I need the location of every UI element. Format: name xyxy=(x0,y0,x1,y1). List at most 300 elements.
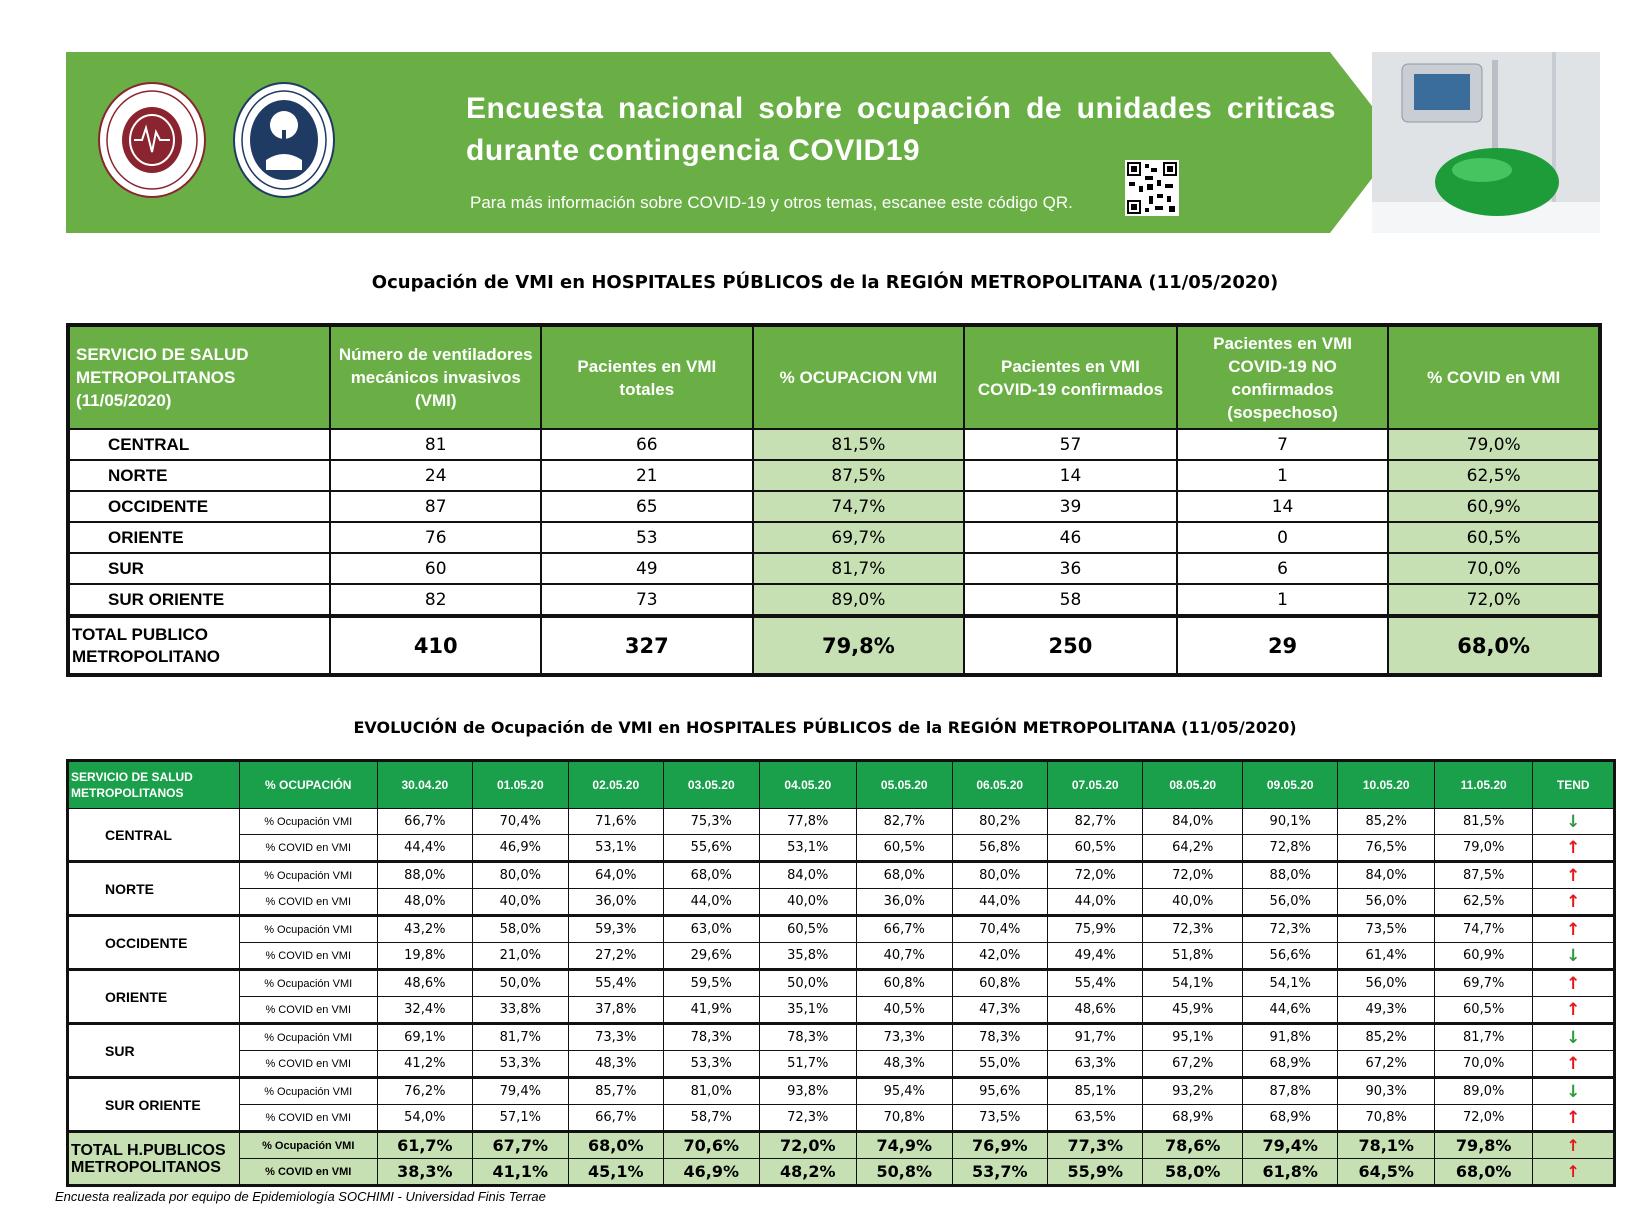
table-cell: 87,5% xyxy=(753,460,965,491)
table-cell: 88,0% xyxy=(1242,862,1337,889)
arrow-up-icon: ↑ xyxy=(1533,1159,1615,1186)
table-cell: 60,9% xyxy=(1388,491,1600,522)
table-cell: 80,0% xyxy=(952,862,1047,889)
table-cell: 60,5% xyxy=(1388,522,1600,553)
table-cell: 66 xyxy=(541,429,753,460)
table-cell: 60,8% xyxy=(952,970,1047,997)
service-name: SUR ORIENTE xyxy=(68,1078,240,1132)
table-cell: 77,8% xyxy=(759,809,857,835)
table-cell: 53,1% xyxy=(568,835,663,862)
table-cell: 44,6% xyxy=(1242,997,1337,1024)
table-cell: 68,0% xyxy=(568,1132,663,1159)
table-cell: 60,9% xyxy=(1434,943,1533,970)
table-cell: 55,9% xyxy=(1047,1159,1142,1186)
table-cell: 44,4% xyxy=(377,835,472,862)
table-cell: 46 xyxy=(964,522,1177,553)
table-cell: 41,9% xyxy=(664,997,759,1024)
table-cell: 61,8% xyxy=(1242,1159,1337,1186)
table-cell: 60,8% xyxy=(857,970,952,997)
table-cell: 61,7% xyxy=(377,1132,472,1159)
table-cell: 70,0% xyxy=(1388,553,1600,584)
table-cell: 72,0% xyxy=(1047,862,1142,889)
table-row xyxy=(68,522,1600,553)
table-row xyxy=(68,809,1615,835)
table-cell: 41,1% xyxy=(473,1159,568,1186)
table-cell: 68,0% xyxy=(664,862,759,889)
table-cell: 53 xyxy=(541,522,753,553)
table-cell: 95,4% xyxy=(857,1078,952,1105)
table-cell: 43,2% xyxy=(377,916,472,943)
table-cell: 49,3% xyxy=(1338,997,1434,1024)
table-cell: 75,9% xyxy=(1047,916,1142,943)
table-cell: 45,1% xyxy=(568,1159,663,1186)
table-cell: 72,3% xyxy=(1143,916,1243,943)
table-cell: 77,3% xyxy=(1047,1132,1142,1159)
table-cell: 64,0% xyxy=(568,862,663,889)
evolution-table xyxy=(66,759,1616,1187)
table-cell: 68,9% xyxy=(1242,1105,1337,1132)
table-cell: 75,3% xyxy=(664,809,759,835)
table-cell: 40,0% xyxy=(473,889,568,916)
table-cell: 91,8% xyxy=(1242,1024,1337,1051)
table-cell: 59,3% xyxy=(568,916,663,943)
ventilator-photo xyxy=(1372,52,1600,233)
arrow-up-icon: ↑ xyxy=(1533,835,1615,862)
table-cell: 82 xyxy=(330,584,541,616)
table-cell: 93,2% xyxy=(1143,1078,1243,1105)
header-date: 05.05.20 xyxy=(857,761,952,809)
table-row xyxy=(68,584,1600,616)
table-cell: 42,0% xyxy=(952,943,1047,970)
table-cell: 53,1% xyxy=(759,835,857,862)
service-name: CENTRAL xyxy=(68,809,240,862)
table-row xyxy=(68,1024,1615,1051)
table-cell: 70,4% xyxy=(952,916,1047,943)
table-cell: 79,4% xyxy=(473,1078,568,1105)
banner-title: Encuesta nacional sobre ocupación de unidades criticas durante contingencia COVID19 xyxy=(466,92,1336,167)
table-cell: 90,3% xyxy=(1338,1078,1434,1105)
service-name: OCCIDENTE xyxy=(68,916,240,970)
metric-label: % Ocupación VMI xyxy=(239,970,377,997)
table-cell: 78,3% xyxy=(759,1024,857,1051)
table-cell: 78,3% xyxy=(664,1024,759,1051)
total-cell: 29 xyxy=(1177,616,1389,675)
table-cell: 68,9% xyxy=(1242,1051,1337,1078)
header-date: 04.05.20 xyxy=(759,761,857,809)
table-cell: 14 xyxy=(964,460,1177,491)
table-cell: 56,0% xyxy=(1242,889,1337,916)
table-cell: 58,7% xyxy=(664,1105,759,1132)
table-cell: 81,7% xyxy=(753,553,965,584)
table-cell: 73 xyxy=(541,584,753,616)
table-cell: 89,0% xyxy=(753,584,965,616)
table-row xyxy=(68,997,1615,1024)
table-cell: 81,0% xyxy=(664,1078,759,1105)
table-cell: 58,0% xyxy=(1143,1159,1243,1186)
table-cell: 44,0% xyxy=(664,889,759,916)
table-cell: 53,7% xyxy=(952,1159,1047,1186)
table-cell: 40,7% xyxy=(857,943,952,970)
table-cell: 55,0% xyxy=(952,1051,1047,1078)
table-cell: 66,7% xyxy=(857,916,952,943)
header-tend: TEND xyxy=(1533,761,1615,809)
table-cell: 69,7% xyxy=(753,522,965,553)
table-cell: 85,1% xyxy=(1047,1078,1142,1105)
table-cell: 72,0% xyxy=(1434,1105,1533,1132)
header-date: 06.05.20 xyxy=(952,761,1047,809)
header-ventiladores: Número de ventiladores mecánicos invasivos (VMI) xyxy=(330,325,541,429)
table-cell: 73,3% xyxy=(857,1024,952,1051)
total-cell: 250 xyxy=(964,616,1177,675)
table-row xyxy=(68,1078,1615,1105)
table-cell: 62,5% xyxy=(1434,889,1533,916)
arrow-up-icon: ↑ xyxy=(1533,862,1615,889)
table-cell: 14 xyxy=(1177,491,1389,522)
table-cell: 1 xyxy=(1177,584,1389,616)
header-date: 01.05.20 xyxy=(473,761,568,809)
table-cell: 70,8% xyxy=(857,1105,952,1132)
header-date: 09.05.20 xyxy=(1242,761,1337,809)
table-row xyxy=(68,1105,1615,1132)
table-cell: 95,1% xyxy=(1143,1024,1243,1051)
header-covid-pct: % COVID en VMI xyxy=(1388,325,1600,429)
table-cell: 66,7% xyxy=(377,809,472,835)
table-row xyxy=(68,1132,1615,1159)
table-cell: 54,1% xyxy=(1242,970,1337,997)
header-date: 02.05.20 xyxy=(568,761,663,809)
table-cell: 60,5% xyxy=(759,916,857,943)
table-row xyxy=(68,1159,1615,1186)
table-cell: 1 xyxy=(1177,460,1389,491)
table-row xyxy=(68,491,1600,522)
table-cell: 50,0% xyxy=(759,970,857,997)
arrow-down-icon: ↓ xyxy=(1533,1024,1615,1051)
metric-label: % COVID en VMI xyxy=(239,1051,377,1078)
header-covid-no-confirmados: Pacientes en VMI COVID-19 NO confirmados (sospechoso) xyxy=(1177,325,1389,429)
table-cell: 53,3% xyxy=(473,1051,568,1078)
total-cell: 68,0% xyxy=(1388,616,1600,675)
header-date: 11.05.20 xyxy=(1434,761,1533,809)
header-date: 03.05.20 xyxy=(664,761,759,809)
table-cell: 90,1% xyxy=(1242,809,1337,835)
service-name: SUR ORIENTE xyxy=(68,584,330,616)
table-cell: 64,2% xyxy=(1143,835,1243,862)
table-cell: 40,0% xyxy=(759,889,857,916)
table-cell: 47,3% xyxy=(952,997,1047,1024)
table-cell: 65 xyxy=(541,491,753,522)
table-cell: 67,2% xyxy=(1143,1051,1243,1078)
table-cell: 78,1% xyxy=(1338,1132,1434,1159)
table1-title: Ocupación de VMI en HOSPITALES PÚBLICOS de la REGIÓN METROPOLITANA (11/05/2020) xyxy=(371,272,1279,293)
table-cell: 54,0% xyxy=(377,1105,472,1132)
table-cell: 48,0% xyxy=(377,889,472,916)
table-row xyxy=(68,889,1615,916)
table-cell: 44,0% xyxy=(952,889,1047,916)
table-cell: 38,3% xyxy=(377,1159,472,1186)
arrow-down-icon: ↓ xyxy=(1533,809,1615,835)
service-name: SUR xyxy=(68,1024,240,1078)
table-row xyxy=(68,1051,1615,1078)
table-cell: 40,0% xyxy=(1143,889,1243,916)
table-cell: 53,3% xyxy=(664,1051,759,1078)
table-cell: 74,7% xyxy=(753,491,965,522)
table-cell: 56,0% xyxy=(1338,889,1434,916)
table-cell: 35,8% xyxy=(759,943,857,970)
occupancy-table xyxy=(66,323,1602,677)
total-label: TOTAL PUBLICO METROPOLITANO xyxy=(68,616,330,675)
service-name: OCCIDENTE xyxy=(68,491,330,522)
metric-label: % Ocupación VMI xyxy=(239,1132,377,1159)
table-cell: 51,7% xyxy=(759,1051,857,1078)
service-name: NORTE xyxy=(68,460,330,491)
arrow-down-icon: ↓ xyxy=(1533,1078,1615,1105)
table-cell: 49,4% xyxy=(1047,943,1142,970)
table-cell: 61,4% xyxy=(1338,943,1434,970)
table-row xyxy=(68,970,1615,997)
table-cell: 50,0% xyxy=(473,970,568,997)
service-name: SUR xyxy=(68,553,330,584)
table-cell: 72,0% xyxy=(1388,584,1600,616)
banner-subtitle: Para más información sobre COVID-19 y otros temas, escanee este código QR. xyxy=(470,193,1073,212)
table-row xyxy=(68,553,1600,584)
table-cell: 89,0% xyxy=(1434,1078,1533,1105)
table-cell: 56,0% xyxy=(1338,970,1434,997)
table-cell: 62,5% xyxy=(1388,460,1600,491)
table-cell: 67,7% xyxy=(473,1132,568,1159)
metric-label: % COVID en VMI xyxy=(239,889,377,916)
table-cell: 60 xyxy=(330,553,541,584)
metric-label: % COVID en VMI xyxy=(239,835,377,862)
table-cell: 64,5% xyxy=(1338,1159,1434,1186)
table-cell: 40,5% xyxy=(857,997,952,1024)
table-cell: 81 xyxy=(330,429,541,460)
table-cell: 50,8% xyxy=(857,1159,952,1186)
table-cell: 70,4% xyxy=(473,809,568,835)
table-cell: 36,0% xyxy=(857,889,952,916)
table-cell: 74,7% xyxy=(1434,916,1533,943)
total-cell: 410 xyxy=(330,616,541,675)
table-cell: 87,5% xyxy=(1434,862,1533,889)
table-cell: 58,0% xyxy=(473,916,568,943)
table-cell: 55,4% xyxy=(1047,970,1142,997)
table-cell: 95,6% xyxy=(952,1078,1047,1105)
header-ocupacion: % OCUPACION VMI xyxy=(753,325,965,429)
table-cell: 0 xyxy=(1177,522,1389,553)
table-cell: 76 xyxy=(330,522,541,553)
table-cell: 46,9% xyxy=(664,1159,759,1186)
finis-terrae-logo xyxy=(232,80,336,200)
metric-label: % COVID en VMI xyxy=(239,1105,377,1132)
arrow-up-icon: ↑ xyxy=(1533,1051,1615,1078)
table-cell: 73,3% xyxy=(568,1024,663,1051)
metric-label: % COVID en VMI xyxy=(239,943,377,970)
table-cell: 70,0% xyxy=(1434,1051,1533,1078)
table-cell: 82,7% xyxy=(857,809,952,835)
table-cell: 85,7% xyxy=(568,1078,663,1105)
arrow-up-icon: ↑ xyxy=(1533,997,1615,1024)
table-cell: 63,0% xyxy=(664,916,759,943)
metric-label: % Ocupación VMI xyxy=(239,1024,377,1051)
table-cell: 85,2% xyxy=(1338,1024,1434,1051)
service-name: NORTE xyxy=(68,862,240,916)
table-cell: 69,7% xyxy=(1434,970,1533,997)
table-cell: 60,5% xyxy=(1047,835,1142,862)
table-cell: 72,0% xyxy=(759,1132,857,1159)
table-cell: 84,0% xyxy=(759,862,857,889)
table-row xyxy=(68,916,1615,943)
table-cell: 55,6% xyxy=(664,835,759,862)
table-cell: 87,8% xyxy=(1242,1078,1337,1105)
service-name: ORIENTE xyxy=(68,522,330,553)
service-name: ORIENTE xyxy=(68,970,240,1024)
table-cell: 48,2% xyxy=(759,1159,857,1186)
metric-label: % Ocupación VMI xyxy=(239,809,377,835)
metric-label: % Ocupación VMI xyxy=(239,862,377,889)
table-cell: 60,5% xyxy=(857,835,952,862)
table1-header-row xyxy=(68,325,1600,429)
table-cell: 51,8% xyxy=(1143,943,1243,970)
table-cell: 36 xyxy=(964,553,1177,584)
header-date: 07.05.20 xyxy=(1047,761,1142,809)
table-cell: 84,0% xyxy=(1338,862,1434,889)
table-cell: 57,1% xyxy=(473,1105,568,1132)
table-cell: 76,2% xyxy=(377,1078,472,1105)
table-cell: 72,3% xyxy=(759,1105,857,1132)
table-cell: 60,5% xyxy=(1434,997,1533,1024)
header-date: 10.05.20 xyxy=(1338,761,1434,809)
table-cell: 93,8% xyxy=(759,1078,857,1105)
table-cell: 57 xyxy=(964,429,1177,460)
table-cell: 69,1% xyxy=(377,1024,472,1051)
table-cell: 35,1% xyxy=(759,997,857,1024)
header-date: 08.05.20 xyxy=(1143,761,1243,809)
metric-label: % COVID en VMI xyxy=(239,1159,377,1186)
table-cell: 72,3% xyxy=(1242,916,1337,943)
total-cell: 327 xyxy=(541,616,753,675)
table-cell: 7 xyxy=(1177,429,1389,460)
table-cell: 91,7% xyxy=(1047,1024,1142,1051)
table-cell: 72,8% xyxy=(1242,835,1337,862)
table-row xyxy=(68,429,1600,460)
qr-code-icon[interactable] xyxy=(1125,160,1179,216)
table-cell: 45,9% xyxy=(1143,997,1243,1024)
table-cell: 76,9% xyxy=(952,1132,1047,1159)
arrow-up-icon: ↑ xyxy=(1533,970,1615,997)
table-cell: 73,5% xyxy=(952,1105,1047,1132)
table-cell: 32,4% xyxy=(377,997,472,1024)
table-cell: 48,6% xyxy=(1047,997,1142,1024)
metric-label: % COVID en VMI xyxy=(239,997,377,1024)
table-cell: 84,0% xyxy=(1143,809,1243,835)
table-cell: 6 xyxy=(1177,553,1389,584)
table-cell: 46,9% xyxy=(473,835,568,862)
header-pacientes-totales: Pacientes en VMI totales xyxy=(541,325,753,429)
table-cell: 39 xyxy=(964,491,1177,522)
table-cell: 67,2% xyxy=(1338,1051,1434,1078)
table-cell: 70,6% xyxy=(664,1132,759,1159)
table-cell: 36,0% xyxy=(568,889,663,916)
header-date: % OCUPACIÓN xyxy=(239,761,377,809)
table-cell: 78,3% xyxy=(952,1024,1047,1051)
table-cell: 81,5% xyxy=(753,429,965,460)
table-cell: 33,8% xyxy=(473,997,568,1024)
header-servicio: SERVICIO DE SALUD METROPOLITANOS xyxy=(68,761,240,809)
table-cell: 68,0% xyxy=(857,862,952,889)
table-cell: 85,2% xyxy=(1338,809,1434,835)
table-cell: 79,0% xyxy=(1388,429,1600,460)
table-row xyxy=(68,460,1600,491)
arrow-up-icon: ↑ xyxy=(1533,889,1615,916)
table-cell: 72,0% xyxy=(1143,862,1243,889)
table-cell: 56,8% xyxy=(952,835,1047,862)
table-cell: 27,2% xyxy=(568,943,663,970)
table-cell: 79,8% xyxy=(1434,1132,1533,1159)
table-cell: 78,6% xyxy=(1143,1132,1243,1159)
header-servicio: SERVICIO DE SALUD METROPOLITANOS (11/05/2020) xyxy=(68,325,330,429)
header-covid-confirmados: Pacientes en VMI COVID-19 confirmados xyxy=(964,325,1177,429)
table-cell: 19,8% xyxy=(377,943,472,970)
table-cell: 81,7% xyxy=(1434,1024,1533,1051)
table-cell: 81,7% xyxy=(473,1024,568,1051)
table-cell: 48,3% xyxy=(568,1051,663,1078)
table-cell: 63,5% xyxy=(1047,1105,1142,1132)
table-cell: 29,6% xyxy=(664,943,759,970)
table-cell: 81,5% xyxy=(1434,809,1533,835)
table-cell: 70,8% xyxy=(1338,1105,1434,1132)
header-date: 30.04.20 xyxy=(377,761,472,809)
table-cell: 74,9% xyxy=(857,1132,952,1159)
table-cell: 79,4% xyxy=(1242,1132,1337,1159)
arrow-up-icon: ↑ xyxy=(1533,916,1615,943)
table-cell: 68,9% xyxy=(1143,1105,1243,1132)
table-cell: 87 xyxy=(330,491,541,522)
table-cell: 48,6% xyxy=(377,970,472,997)
arrow-down-icon: ↓ xyxy=(1533,943,1615,970)
table-cell: 37,8% xyxy=(568,997,663,1024)
total-cell: 79,8% xyxy=(753,616,965,675)
table2-title: EVOLUCIÓN de Ocupación de VMI en HOSPITALES PÚBLICOS de la REGIÓN METROPOLITANA (11/05/2020) xyxy=(353,718,1297,737)
service-name: CENTRAL xyxy=(68,429,330,460)
arrow-up-icon: ↑ xyxy=(1533,1105,1615,1132)
table-cell: 41,2% xyxy=(377,1051,472,1078)
table-cell: 21 xyxy=(541,460,753,491)
table-row xyxy=(68,943,1615,970)
table-cell: 49 xyxy=(541,553,753,584)
table-cell: 44,0% xyxy=(1047,889,1142,916)
table-cell: 66,7% xyxy=(568,1105,663,1132)
table2-header-row xyxy=(68,761,1615,809)
table-row xyxy=(68,862,1615,889)
metric-label: % Ocupación VMI xyxy=(239,916,377,943)
table-row xyxy=(68,835,1615,862)
total-row xyxy=(68,616,1600,675)
table-cell: 24 xyxy=(330,460,541,491)
table-cell: 59,5% xyxy=(664,970,759,997)
table-cell: 63,3% xyxy=(1047,1051,1142,1078)
table-cell: 80,0% xyxy=(473,862,568,889)
footer-note: Encuesta realizada por equipo de Epidemiología SOCHIMI - Universidad Finis Terrae xyxy=(55,1189,546,1204)
table-cell: 68,0% xyxy=(1434,1159,1533,1186)
table-cell: 73,5% xyxy=(1338,916,1434,943)
table-cell: 54,1% xyxy=(1143,970,1243,997)
metric-label: % Ocupación VMI xyxy=(239,1078,377,1105)
table-cell: 21,0% xyxy=(473,943,568,970)
table-cell: 55,4% xyxy=(568,970,663,997)
table-cell: 58 xyxy=(964,584,1177,616)
total-label: TOTAL H.PUBLICOS METROPOLITANOS xyxy=(68,1132,240,1186)
arrow-up-icon: ↑ xyxy=(1533,1132,1615,1159)
table-cell: 82,7% xyxy=(1047,809,1142,835)
